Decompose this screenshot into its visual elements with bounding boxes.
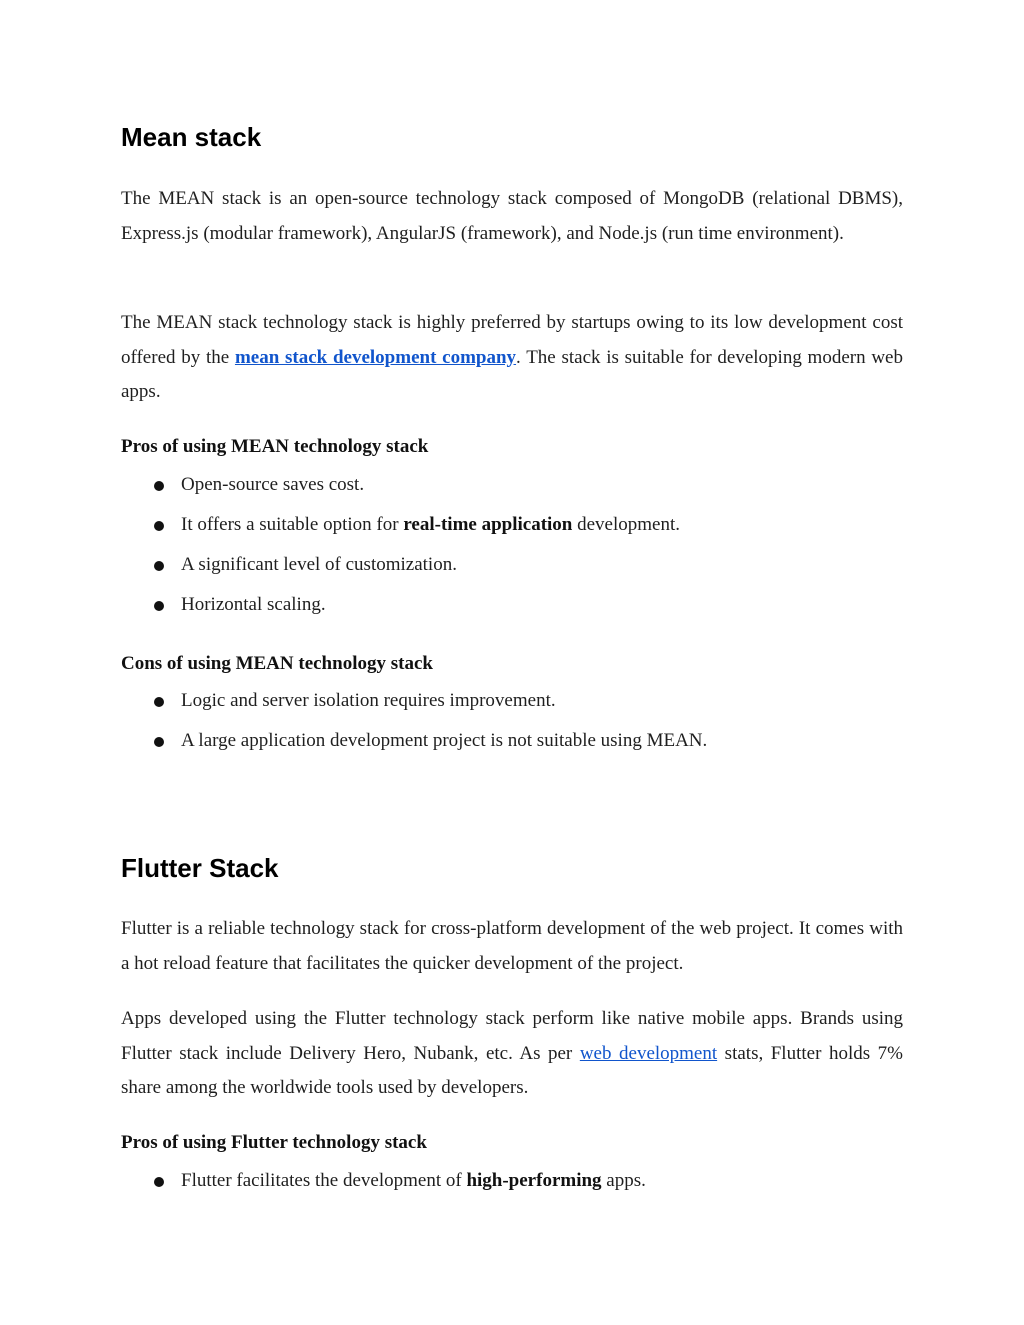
flutter-para2-text-after: stats, Flutter holds 7% share among the worldwide tools used by developers.: [121, 1042, 903, 1098]
list-item: [121, 513, 903, 537]
flutter-intro-paragraph: Flutter is a reliable technology stack for cross-platform development of the web project. It comes with a hot reload feature that facilitates the quicker development of the project.: [121, 918, 903, 974]
web-development-link[interactable]: web development: [579, 1042, 718, 1064]
mean-para2-text-before: The MEAN stack technology stack is highly preferred by startups owing to its low development cost offered by the: [121, 312, 903, 368]
bullet-icon: [154, 601, 164, 611]
list-item-text: Open-source saves cost.: [181, 474, 365, 495]
section-heading-flutter-stack: Flutter Stack: [121, 853, 279, 883]
flutter-pros-list: [121, 1169, 903, 1193]
list-item-text-after: development.: [572, 514, 681, 535]
list-item-bold-text: real-time application: [403, 514, 573, 535]
mean-pros-list: [121, 473, 903, 617]
list-item: [121, 473, 903, 497]
bullet-icon: [154, 481, 164, 491]
list-item: [121, 593, 903, 617]
mean-stack-development-company-link[interactable]: mean stack development company: [234, 346, 517, 368]
list-item-text-after: apps.: [601, 1170, 646, 1191]
list-item: [121, 553, 903, 577]
list-item-text: A large application development project is not suitable using MEAN.: [181, 730, 708, 751]
mean-cons-list: [121, 689, 903, 753]
mean-para2-text-after: . The stack is suitable for developing modern web apps.: [121, 346, 903, 402]
list-item-bold-text: high-performing: [466, 1170, 602, 1191]
bullet-icon: [154, 737, 164, 747]
list-item-text: Horizontal scaling.: [181, 594, 326, 615]
mean-intro-paragraph: The MEAN stack is an open-source technology stack composed of MongoDB (relational DBMS), Express.js (modular framework), AngularJS (framework), and Node.js (run time environment).: [121, 188, 903, 244]
flutter-pros-heading: Pros of using Flutter technology stack: [121, 1132, 427, 1153]
bullet-icon: [154, 1177, 164, 1187]
bullet-icon: [154, 697, 164, 707]
mean-cons-heading: Cons of using MEAN technology stack: [121, 653, 433, 674]
list-item-text-before: It offers a suitable option for: [181, 514, 404, 535]
list-item-text-before: Flutter facilitates the development of: [181, 1170, 467, 1191]
list-item-text: A significant level of customization.: [181, 554, 457, 575]
section-heading-mean-stack: Mean stack: [121, 122, 262, 152]
bullet-icon: [154, 521, 164, 531]
flutter-apps-paragraph: [121, 1002, 903, 1106]
bullet-icon: [154, 561, 164, 571]
list-item: [121, 1169, 903, 1193]
list-item: [121, 729, 903, 753]
list-item-text: Logic and server isolation requires improvement.: [181, 690, 556, 711]
flutter-para2-text-before: Apps developed using the Flutter technology stack perform like native mobile apps. Brands using Flutter stack include Delivery Hero, Nubank, etc. As per: [121, 1008, 903, 1064]
mean-pros-heading: Pros of using MEAN technology stack: [121, 436, 429, 457]
mean-startup-paragraph: [121, 306, 903, 410]
list-item: [121, 689, 903, 713]
